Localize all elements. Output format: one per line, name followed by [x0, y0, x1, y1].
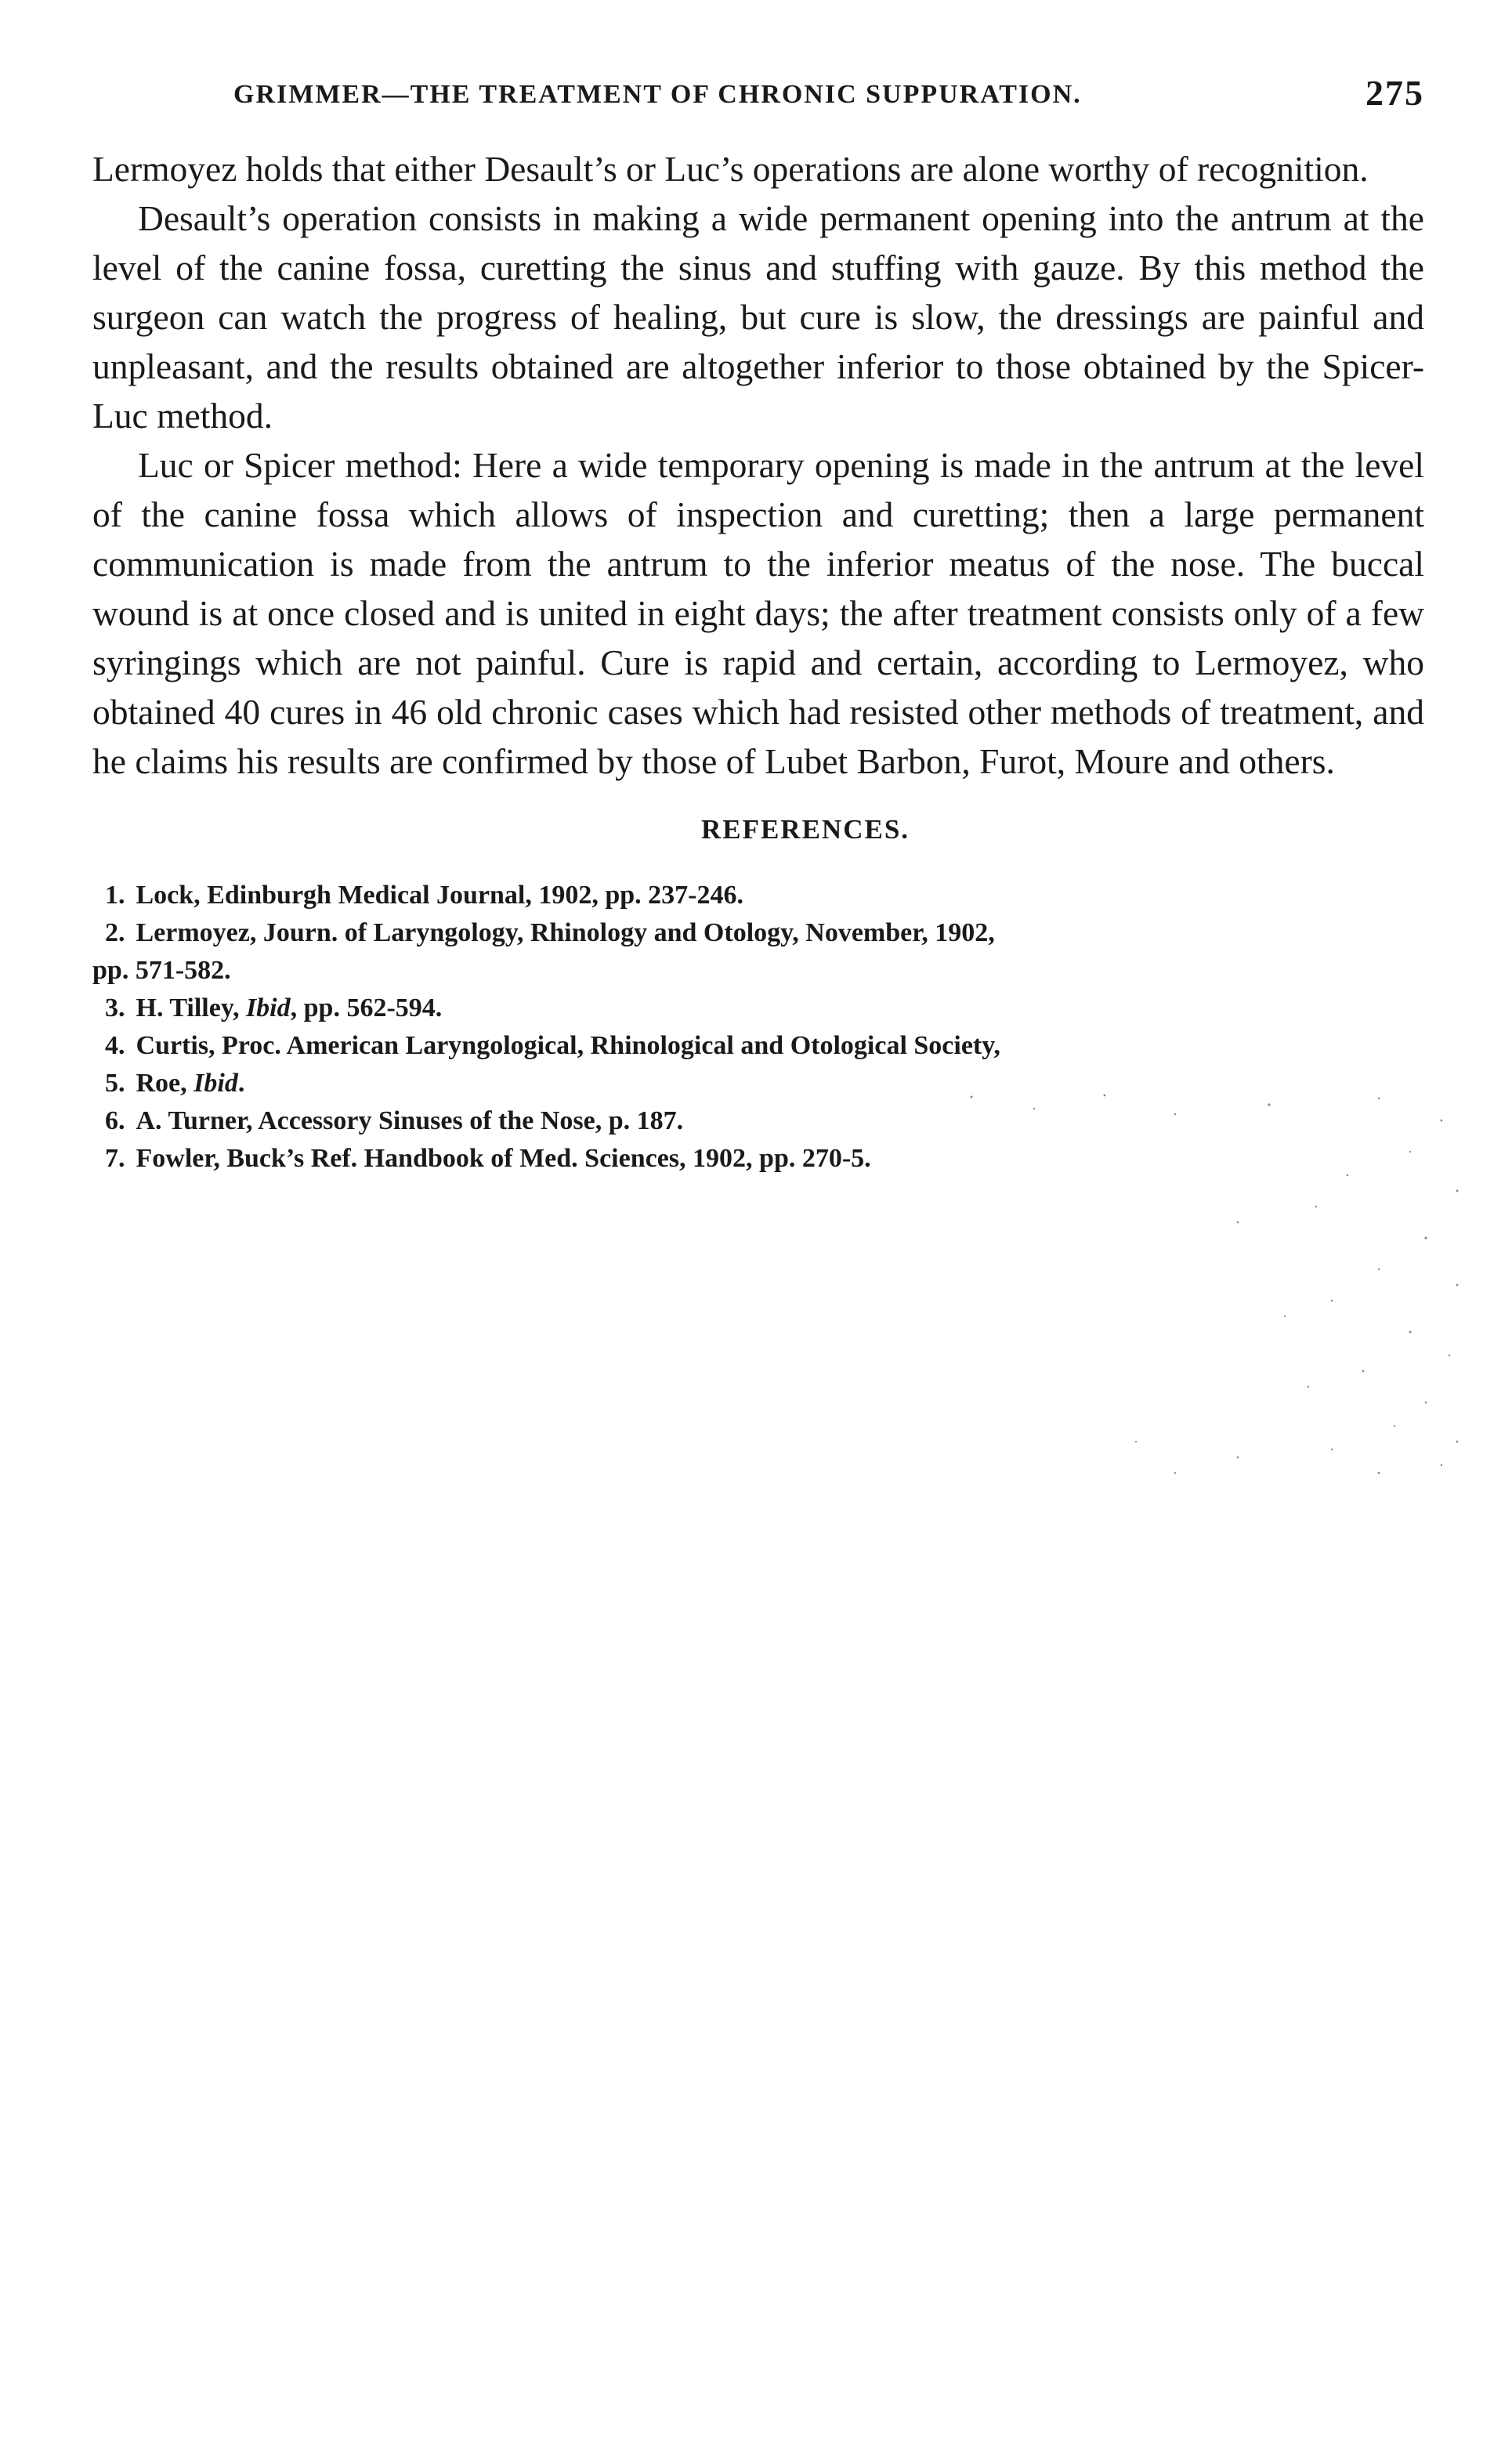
running-head-title: GRIMMER—THE TREATMENT OF CHRONIC SUPPURATION.: [233, 80, 1082, 109]
reference-ibid: Ibid: [245, 993, 291, 1022]
reference-item: [92, 914, 1424, 990]
reference-text: Lock, Edinburgh Medical Journal, 1902, pp. 237-246.: [136, 881, 744, 910]
reference-text: Fowler, Buck’s Ref. Handbook of Med. Sciences, 1902, pp. 270-5.: [136, 1144, 871, 1173]
document-page: [92, 63, 1424, 1178]
reference-continuation: pp. 571-582.: [92, 956, 231, 985]
reference-number: 6.: [105, 1106, 125, 1135]
paragraph: Lermoyez holds that either Desault’s or Luc’s operations are alone worthy of recognition.: [92, 149, 1369, 189]
reference-text: Lermoyez, Journ. of Laryngology, Rhinology and Otology, November, 1902,: [136, 918, 995, 947]
reference-item: [92, 1140, 1424, 1178]
references-heading: REFERENCES.: [700, 814, 910, 845]
reference-text: Roe,: [136, 1069, 194, 1098]
reference-ibid: Ibid: [194, 1069, 238, 1098]
paragraph: Luc or Spicer method: Here a wide temporary opening is made in the antrum at the level of the canine fossa which allows of inspection and curetting; then a large permanent communication is made from the antrum to the inferior meatus of the nose. The buccal wound is at once closed and is united in eight days; the after treatment consists only of a few syringings which are not painful. Cure is rapid and certain, according to Lermoyez, who obtained 40 cures in 46 old chronic cases which had resisted other methods of treatment, and he claims his results are confirmed by those of Lubet Barbon, Furot, Moure and others.: [92, 445, 1424, 781]
reference-number: 2.: [105, 918, 125, 947]
reference-number: 1.: [105, 881, 125, 910]
reference-number: 3.: [105, 993, 125, 1022]
references-list: [92, 877, 1424, 1178]
reference-item: [92, 990, 1424, 1027]
reference-text: A. Turner, Accessory Sinuses of the Nose, p. 187.: [136, 1106, 684, 1135]
reference-text: , pp. 562-594.: [290, 993, 443, 1022]
reference-number: 5.: [105, 1069, 125, 1098]
page-number: 275: [1366, 73, 1424, 113]
paragraph: Desault’s operation consists in making a wide permanent opening into the antrum at the level of the canine fossa, curetting the sinus and stuffing with gauze. By this method the surgeon can watch the progress of healing, but cure is slow, the dressings are painful and unpleasant, and the results obtained are altogether inferior to those obtained by the Spicer-Luc method.: [92, 198, 1424, 436]
reference-text: .: [237, 1069, 245, 1098]
reference-item: [92, 1102, 1424, 1140]
reference-item: [92, 1065, 1424, 1102]
reference-item: [92, 877, 1424, 914]
reference-item: [92, 1027, 1424, 1065]
reference-text: Curtis, Proc. American Laryngological, Rhinological and Otological Society,: [136, 1031, 1000, 1060]
reference-number: 4.: [105, 1031, 125, 1060]
running-head: [92, 63, 1424, 125]
body-text: [92, 144, 1424, 786]
reference-text: H. Tilley,: [136, 993, 246, 1022]
reference-number: 7.: [105, 1144, 125, 1173]
